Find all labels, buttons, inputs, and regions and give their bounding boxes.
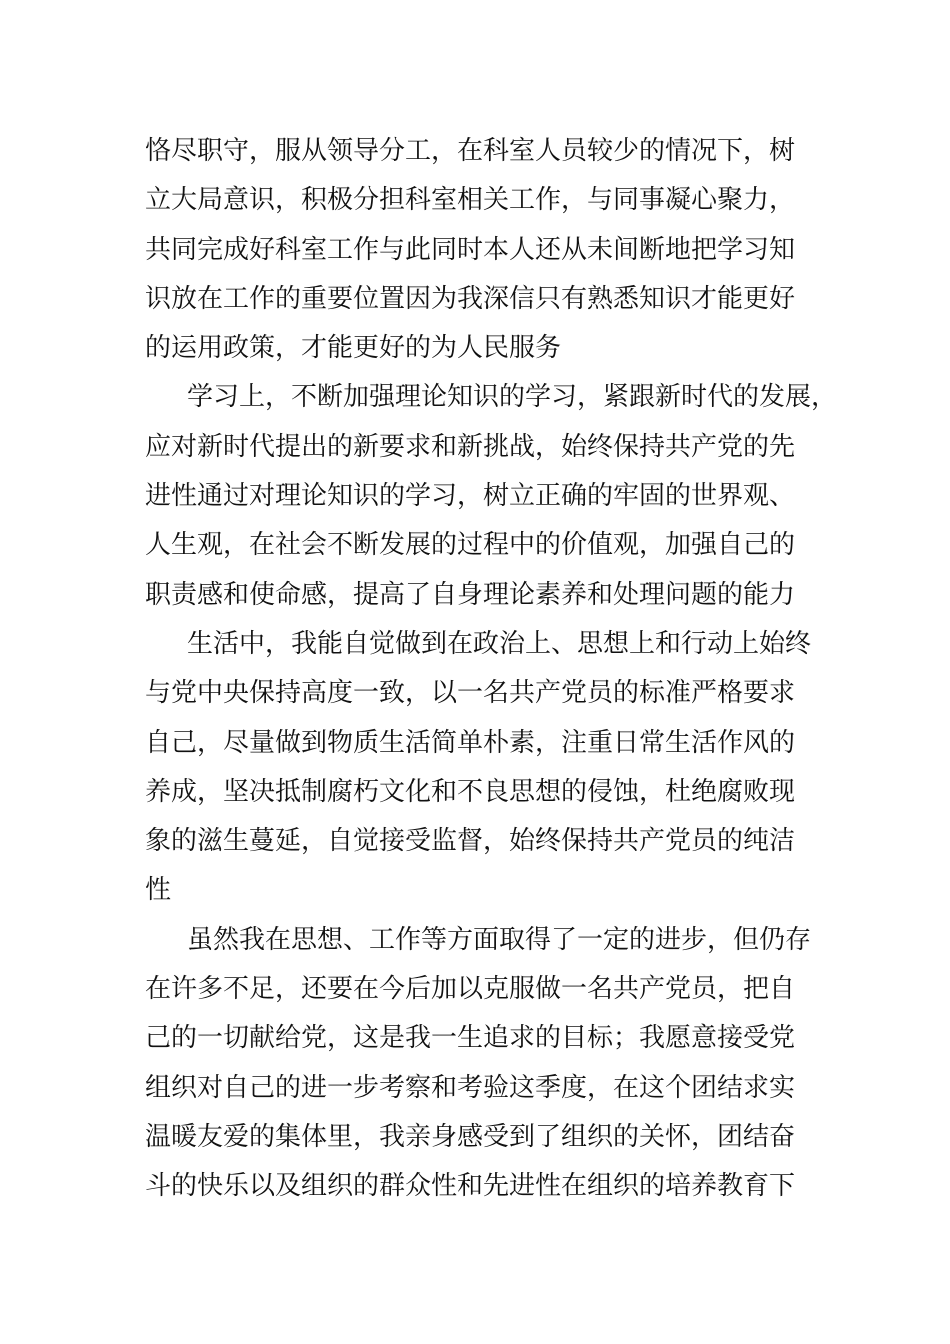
- paragraph-1-line-3: 共同完成好科室工作与此同时本人还从未间断地把学习知: [145, 234, 796, 265]
- paragraph-3-line-3: 自己，尽量做到物质生活简单朴素，注重日常生活作风的: [145, 727, 796, 758]
- paragraph-3: [145, 620, 810, 916]
- paragraph-3-line-1: 生活中，我能自觉做到在政治上、思想上和行动上始终: [187, 628, 812, 659]
- paragraph-2-line-2: 应对新时代提出的新要求和新挑战，始终保持共产党的先: [145, 431, 796, 462]
- paragraph-2: [145, 373, 838, 619]
- paragraph-4-line-6: 斗的快乐以及组织的群众性和先进性在组织的培养教育下: [145, 1171, 796, 1202]
- paragraph-2-line-3: 进性通过对理论知识的学习，树立正确的牢固的世界观、: [145, 481, 796, 512]
- paragraph-3-line-5: 象的滋生蔓延，自觉接受监督，始终保持共产党员的纯洁: [145, 826, 796, 857]
- paragraph-1-line-2: 立大局意识，积极分担科室相关工作，与同事凝心聚力，: [145, 185, 796, 216]
- paragraph-4-line-1: 虽然我在思想、工作等方面取得了一定的进步，但仍存: [187, 924, 812, 955]
- paragraph-4: [145, 916, 810, 1212]
- paragraph-3-line-2: 与党中央保持高度一致，以一名共产党员的标准严格要求: [145, 678, 796, 709]
- paragraph-4-line-5: 温暖友爱的集体里，我亲身感受到了组织的关怀，团结奋: [145, 1121, 796, 1152]
- paragraph-1-line-4: 识放在工作的重要位置因为我深信只有熟悉知识才能更好: [145, 283, 796, 314]
- paragraph-3-line-4: 养成，坚决抵制腐朽文化和不良思想的侵蚀，杜绝腐败现: [145, 776, 796, 807]
- paragraph-4-line-4: 组织对自己的进一步考察和考验这季度，在这个团结求实: [145, 1072, 796, 1103]
- paragraph-1-line-1: 恪尽职守，服从领导分工，在科室人员较少的情况下，树: [145, 136, 796, 166]
- paragraph-4-line-2: 在许多不足，还要在今后加以克服做一名共产党员，把自: [145, 974, 796, 1005]
- document-page: [145, 127, 838, 1212]
- paragraph-2-line-5: 职责感和使命感，提高了自身理论素养和处理问题的能力: [145, 579, 796, 610]
- paragraph-2-line-4: 人生观，在社会不断发展的过程中的价值观，加强自己的: [145, 530, 796, 561]
- paragraph-1: [145, 127, 810, 373]
- paragraph-1-line-5: 的运用政策，才能更好的为人民服务: [145, 333, 562, 364]
- paragraph-3-line-6: 性: [145, 875, 172, 906]
- paragraph-4-line-3: 己的一切献给党，这是我一生追求的目标；我愿意接受党: [145, 1023, 796, 1054]
- paragraph-2-line-1: 学习上，不断加强理论知识的学习，紧跟新时代的发展，: [187, 382, 838, 413]
